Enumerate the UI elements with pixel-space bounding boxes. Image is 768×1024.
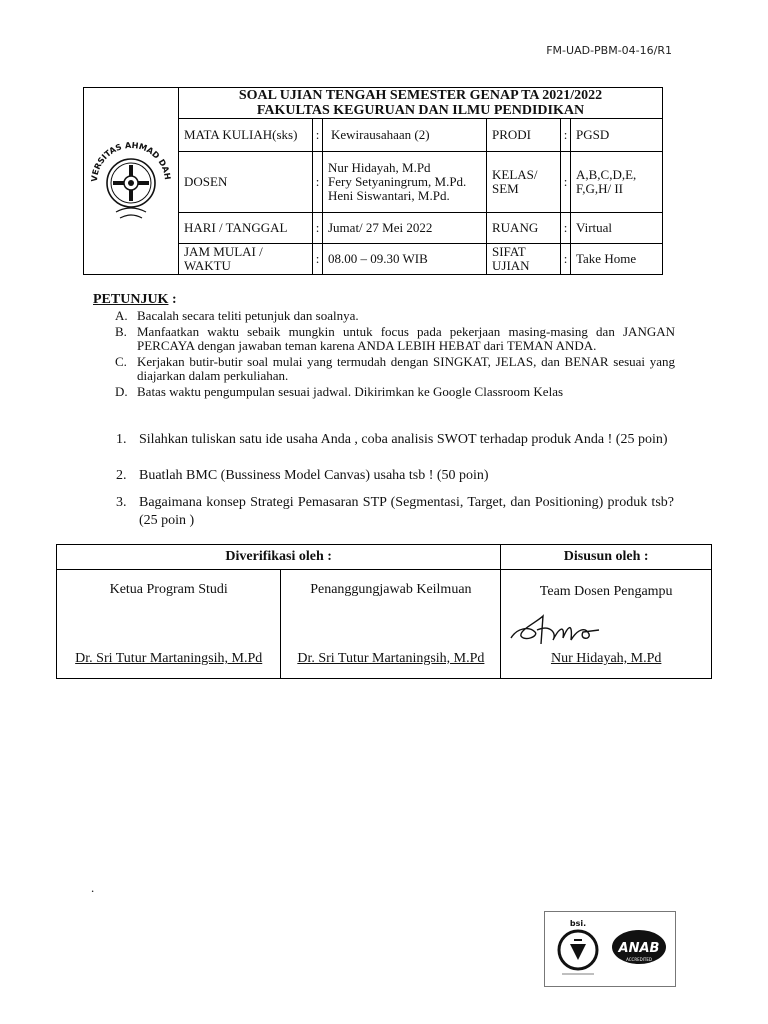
signature-col-kaprodi xyxy=(57,570,281,679)
compiled-by-header: Disusun oleh : xyxy=(501,545,712,570)
label-dosen: DOSEN xyxy=(179,152,313,213)
list-item: A. Bacalah secara teliti petunjuk dan soalnya. xyxy=(115,308,359,323)
value-sifat: Take Home xyxy=(571,244,663,275)
exam-title-line1: SOAL UJIAN TENGAH SEMESTER GENAP TA 2021/2022 xyxy=(238,88,603,103)
value-dosen: Nur Hidayah, M.Pd Fery Setyaningrum, M.Pd. Heni Siswantari, M.Pd. xyxy=(323,152,487,213)
signature-table xyxy=(56,544,712,679)
colon: : xyxy=(313,213,323,244)
list-item: C. Kerjakan butir-butir soal mulai yang termudah dengan SINGKAT, JELAS, dan BENAR sesuai yang diajarkan dalam perkuliahan. xyxy=(115,354,675,383)
university-seal-icon xyxy=(88,134,174,226)
colon: : xyxy=(313,152,323,213)
role-label: Ketua Program Studi xyxy=(109,582,228,597)
handwritten-signature-icon xyxy=(507,610,607,650)
signer-name: Nur Hidayah, M.Pd xyxy=(550,651,662,666)
anab-label: ANAB xyxy=(618,941,660,956)
signature-col-dosen xyxy=(501,570,712,679)
signature-col-keilmuan xyxy=(281,570,501,679)
question-1: 1. Silahkan tuliskan satu ide usaha Anda , coba analisis SWOT terhadap produk Anda ! (25 poin) xyxy=(116,432,668,447)
label-prodi: PRODI xyxy=(487,119,561,152)
signer-name: Dr. Sri Tutur Martaningsih, M.Pd xyxy=(75,651,263,666)
value-mata-kuliah: Kewirausahaan (2) xyxy=(323,119,487,152)
colon: : xyxy=(561,213,571,244)
signer-name: Dr. Sri Tutur Martaningsih, M.Pd xyxy=(297,651,485,666)
document-code: FM-UAD-PBM-04-16/R1 xyxy=(546,44,672,57)
role-label: Penanggungjawab Keilmuan xyxy=(310,582,472,597)
colon: : xyxy=(561,244,571,275)
label-ruang: RUANG xyxy=(487,213,561,244)
list-item: D. Batas waktu pengumpulan sesuai jadwal. Dikirimkan ke Google Classroom Kelas xyxy=(115,384,564,399)
role-label: Team Dosen Pengampu xyxy=(539,584,673,599)
value-ruang: Virtual xyxy=(571,213,663,244)
list-item: B. Manfaatkan waktu sebaik mungkin untuk focus pada pekerjaan masing-masing dan JANGAN PERCAYA dengan jawaban teman karena ANDA LEBIH HEBAT dari TEMAN ANDA. xyxy=(115,324,675,353)
value-prodi: PGSD xyxy=(571,119,663,152)
exam-title xyxy=(179,88,663,119)
bsi-label: bsi. xyxy=(569,919,587,928)
bsi-kitemark-icon xyxy=(550,916,606,982)
footer-dot: . xyxy=(91,880,95,895)
colon: : xyxy=(561,152,571,213)
label-hari: HARI / TANGGAL xyxy=(179,213,313,244)
petunjuk-heading: PETUNJUK : xyxy=(93,292,177,307)
colon: : xyxy=(313,119,323,152)
value-kelas: A,B,C,D,E, F,G,H/ II xyxy=(571,152,663,213)
label-mata-kuliah: MATA KULIAH(sks) xyxy=(179,119,313,152)
question-3: 3. Bagaimana konsep Strategi Pemasaran STP (Segmentasi, Target, dan Positioning) produk tsb? (25 poin ) xyxy=(116,495,674,528)
university-logo-cell xyxy=(84,88,179,275)
anab-badge-icon xyxy=(609,925,669,975)
certification-logos xyxy=(544,911,676,987)
label-jam: JAM MULAI / WAKTU xyxy=(179,244,313,275)
value-jam: 08.00 – 09.30 WIB xyxy=(323,244,487,275)
colon: : xyxy=(313,244,323,275)
label-kelas: KELAS/ SEM xyxy=(487,152,561,213)
verified-by-header: Diverifikasi oleh : xyxy=(57,545,501,570)
colon: : xyxy=(561,119,571,152)
anab-sublabel: ACCREDITED xyxy=(626,957,652,962)
exam-header-table xyxy=(83,87,663,275)
logo-text: VERSITAS AHMAD DAH xyxy=(88,139,174,182)
exam-title-line2: FAKULTAS KEGURUAN DAN ILMU PENDIDIKAN xyxy=(256,103,585,118)
value-hari: Jumat/ 27 Mei 2022 xyxy=(323,213,487,244)
label-sifat: SIFAT UJIAN xyxy=(487,244,561,275)
question-2: 2. Buatlah BMC (Bussiness Model Canvas) usaha tsb ! (50 poin) xyxy=(116,468,489,483)
petunjuk-section xyxy=(93,293,675,401)
